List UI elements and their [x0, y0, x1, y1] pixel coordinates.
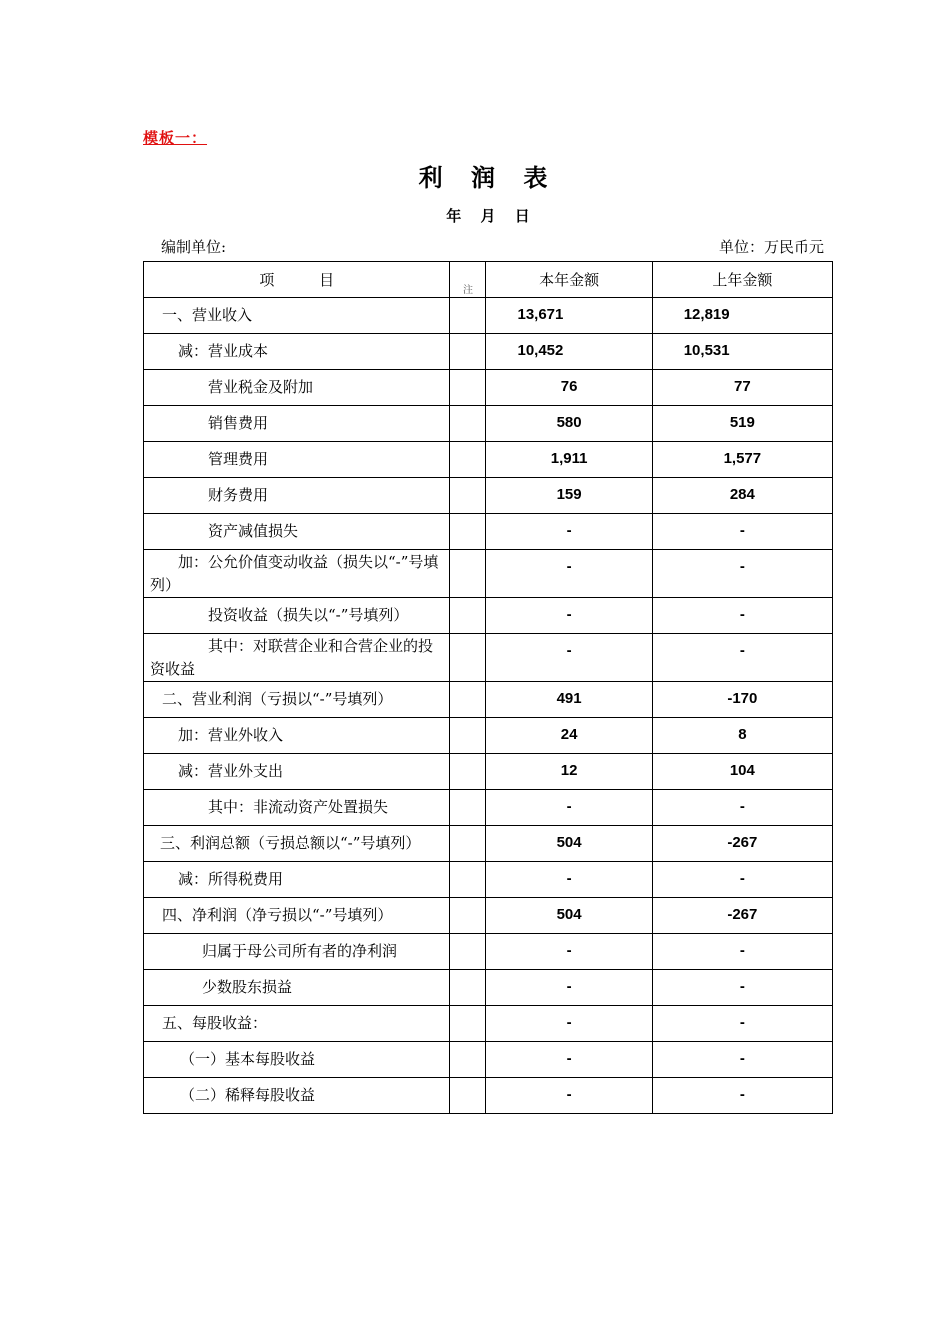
row-previous: 10,531 — [683, 342, 730, 359]
row-note — [450, 634, 486, 682]
row-previous: -267 — [727, 906, 758, 923]
row-label: 资产减值损失 — [208, 522, 299, 540]
row-previous: 284 — [729, 486, 755, 503]
row-note — [450, 478, 486, 514]
row-previous: - — [739, 1014, 745, 1031]
row-label: （一）基本每股收益 — [180, 1050, 316, 1068]
row-note — [450, 1078, 486, 1114]
table-row — [144, 1078, 833, 1114]
row-note — [450, 682, 486, 718]
row-current: 10,452 — [517, 342, 564, 359]
compiler-label: 编制单位: — [161, 238, 227, 256]
row-label: 其中：对联营企业和合营企业的投资收益 — [150, 637, 434, 678]
row-previous: - — [739, 798, 745, 815]
table-row — [144, 334, 833, 370]
table-row — [144, 298, 833, 334]
table-row — [144, 514, 833, 550]
row-previous: -170 — [727, 690, 758, 707]
row-previous: - — [739, 522, 745, 539]
row-note — [450, 934, 486, 970]
date-line: 年 月 日 — [446, 207, 530, 225]
row-previous: - — [739, 1086, 745, 1103]
row-previous: 104 — [729, 762, 755, 779]
page-title: 利 润 表 — [418, 163, 558, 192]
table-row — [144, 442, 833, 478]
row-label: 销售费用 — [208, 414, 269, 432]
table-row — [144, 598, 833, 634]
row-note — [450, 1042, 486, 1078]
table-row — [144, 406, 833, 442]
row-previous: -267 — [727, 834, 758, 851]
row-previous: 519 — [729, 414, 755, 431]
row-current: - — [566, 606, 572, 623]
row-label: 其中：非流动资产处置损失 — [208, 798, 389, 816]
table-row — [144, 754, 833, 790]
row-label: 财务费用 — [208, 486, 269, 504]
row-note — [450, 334, 486, 370]
row-previous: - — [739, 558, 745, 575]
row-label: 营业税金及附加 — [208, 378, 314, 396]
row-current: - — [566, 1050, 572, 1067]
row-previous: 77 — [734, 378, 751, 395]
row-label: 减：营业外支出 — [178, 762, 284, 780]
row-current: - — [566, 1086, 572, 1103]
row-current: - — [566, 558, 572, 575]
table-row — [144, 862, 833, 898]
table-row — [144, 1006, 833, 1042]
row-note — [450, 514, 486, 550]
row-current: 159 — [556, 486, 582, 503]
row-label: 二、营业利润（亏损以“-”号填列） — [162, 690, 393, 708]
table-row — [144, 370, 833, 406]
row-current: - — [566, 1014, 572, 1031]
table-row — [144, 634, 833, 682]
row-label: 投资收益（损失以“-”号填列） — [208, 606, 409, 624]
row-current: - — [566, 642, 572, 659]
table-row — [144, 478, 833, 514]
row-label: 一、营业收入 — [162, 306, 253, 324]
row-label: 三、利润总额（亏损总额以“-”号填列） — [160, 834, 421, 852]
row-note — [450, 550, 486, 598]
row-current: - — [566, 942, 572, 959]
row-previous: - — [739, 1050, 745, 1067]
row-note — [450, 898, 486, 934]
row-note — [450, 406, 486, 442]
row-current: 504 — [556, 834, 582, 851]
row-note — [450, 970, 486, 1006]
row-current: 12 — [560, 762, 578, 779]
row-label: 加：公允价值变动收益（损失以“-”号填列） — [150, 553, 439, 594]
header-current: 本年金额 — [486, 262, 652, 298]
row-previous: 12,819 — [683, 306, 730, 323]
table-row — [144, 1042, 833, 1078]
row-label: （二）稀释每股收益 — [180, 1086, 316, 1104]
row-note — [450, 598, 486, 634]
row-label: 四、净利润（净亏损以“-”号填列） — [162, 906, 393, 924]
row-label: 减：营业成本 — [178, 342, 269, 360]
unit-label: 单位：万民币元 — [718, 238, 824, 256]
row-current: - — [566, 978, 572, 995]
table-row — [144, 550, 833, 598]
row-current: 491 — [556, 690, 582, 707]
table-row — [144, 898, 833, 934]
row-note — [450, 754, 486, 790]
table-row — [144, 682, 833, 718]
row-label: 加：营业外收入 — [178, 726, 284, 744]
row-current: 76 — [560, 378, 578, 395]
template-label: 模板一： — [143, 129, 208, 147]
row-note — [450, 826, 486, 862]
row-current: 580 — [556, 414, 582, 431]
row-note — [450, 1006, 486, 1042]
header-note: 注 — [450, 262, 486, 298]
row-label: 归属于母公司所有者的净利润 — [202, 942, 398, 960]
row-note — [450, 370, 486, 406]
table-row — [144, 826, 833, 862]
row-label: 少数股东损益 — [202, 978, 293, 996]
row-current: - — [566, 522, 572, 539]
row-note — [450, 442, 486, 478]
row-previous: - — [739, 870, 745, 887]
row-current: 1,911 — [550, 450, 588, 467]
row-current: 24 — [560, 726, 578, 743]
row-previous: - — [739, 606, 745, 623]
row-label: 五、每股收益： — [162, 1014, 268, 1032]
row-previous: - — [739, 942, 745, 959]
row-note — [450, 790, 486, 826]
table-row — [144, 718, 833, 754]
row-current: - — [566, 870, 572, 887]
header-previous: 上年金额 — [652, 262, 832, 298]
row-current: 504 — [556, 906, 582, 923]
row-current: - — [566, 798, 572, 815]
row-previous: 1,577 — [723, 450, 762, 467]
row-note — [450, 298, 486, 334]
table-row — [144, 970, 833, 1006]
row-note — [450, 718, 486, 754]
row-label: 管理费用 — [208, 450, 269, 468]
table-header-row — [144, 262, 833, 298]
row-previous: 8 — [738, 726, 747, 743]
table-row — [144, 934, 833, 970]
row-label: 减：所得税费用 — [178, 870, 284, 888]
table-row — [144, 790, 833, 826]
header-item: 项 目 — [144, 262, 450, 298]
row-previous: - — [739, 642, 745, 659]
row-note — [450, 862, 486, 898]
row-previous: - — [739, 978, 745, 995]
income-statement-table — [143, 261, 833, 1114]
row-current: 13,671 — [517, 306, 564, 323]
